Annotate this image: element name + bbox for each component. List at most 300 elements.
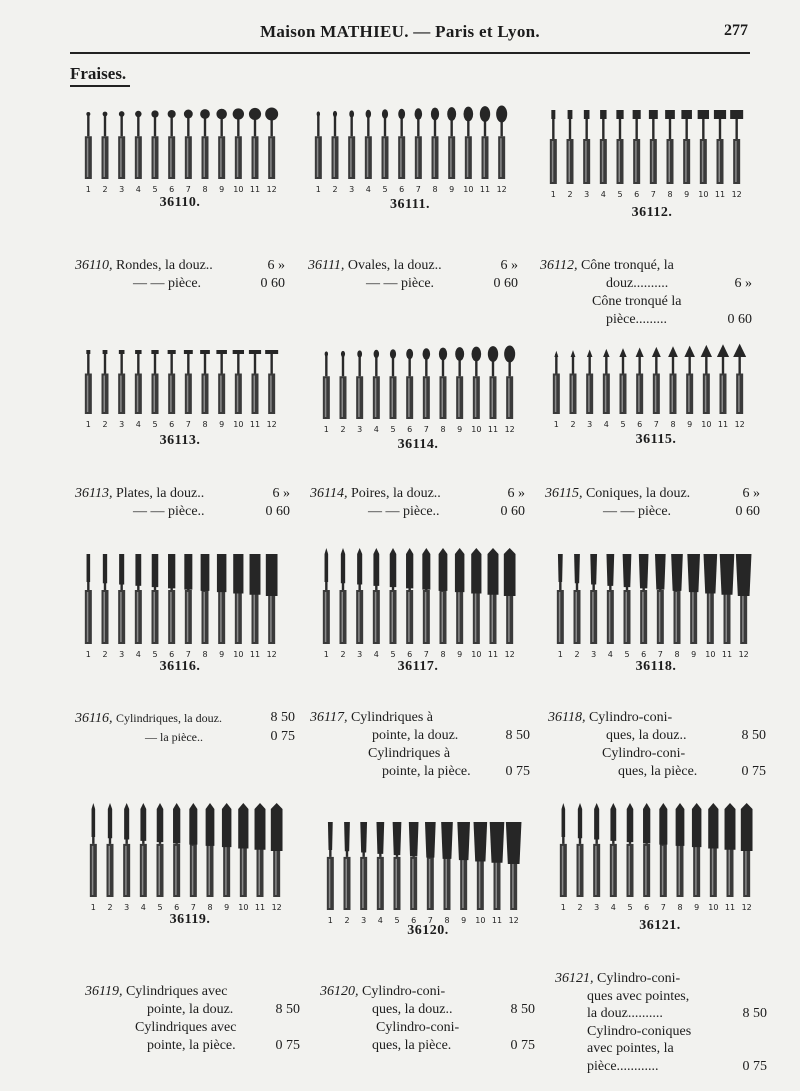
burr-size-number: 2 — [102, 185, 108, 194]
burr-size-number: 10 — [475, 916, 486, 925]
burr-tool — [216, 350, 227, 429]
burr-tool — [455, 347, 464, 434]
burr-tool — [356, 350, 363, 434]
burr-tool — [701, 345, 712, 429]
burr-size-number: 11 — [249, 185, 261, 194]
item-line: — la pièce.. — [145, 730, 203, 744]
burr-size-number: 8 — [440, 650, 446, 659]
burr-tool — [406, 349, 413, 434]
burr-size-number: 10 — [233, 185, 244, 194]
burr-illustration — [552, 540, 752, 660]
item-line: Cône tronqué, la — [580, 258, 674, 273]
burr-size-number: 9 — [687, 420, 693, 429]
item-line: Cylindro-coniques — [587, 1023, 692, 1039]
burr-size-number: 4 — [135, 185, 141, 194]
item-line: pointe, la douz. — [147, 1002, 234, 1017]
item-line: — — pièce. — [603, 504, 672, 519]
burr-size-number: 7 — [423, 425, 429, 434]
burr-tool — [265, 350, 278, 429]
burr-tool — [633, 110, 641, 199]
burr-size-number: 12 — [496, 185, 507, 194]
burr-tool — [553, 351, 560, 429]
burr-tool — [151, 110, 158, 194]
burr-size-number: 2 — [102, 650, 108, 659]
burr-tool — [168, 110, 176, 194]
burr-tool — [189, 803, 197, 912]
burr-tool — [583, 110, 590, 199]
burr-tool — [233, 350, 244, 429]
item-line: douz.......... — [606, 276, 669, 291]
burr-tool — [704, 554, 718, 659]
burr-tool — [671, 554, 683, 659]
burr-size-number: 6 — [407, 425, 413, 434]
item-line: Cylindro-coni- — [376, 1020, 460, 1035]
item-line: ques, la pièce. — [372, 1038, 452, 1053]
burr-tool — [102, 554, 109, 659]
burr-tool — [455, 548, 464, 659]
burr-tool — [687, 554, 700, 659]
item-line: Cylindro-coni- — [362, 984, 446, 999]
burr-size-number: 5 — [152, 185, 158, 194]
burr-size-number: 5 — [157, 903, 163, 912]
burr-tool — [606, 554, 614, 659]
burr-size-number: 9 — [219, 420, 225, 429]
item-line: pointe, la pièce. — [382, 764, 471, 779]
item-number: 36111, — [308, 258, 345, 273]
figure-36121 — [555, 795, 785, 913]
figure-36114 — [318, 340, 548, 435]
burr-size-number: 7 — [415, 185, 421, 194]
item-price: 8 50 — [742, 1006, 767, 1021]
burr-tool — [255, 803, 266, 912]
burr-tool — [340, 351, 347, 434]
burr-size-number: 3 — [349, 185, 355, 194]
burr-size-number: 11 — [717, 420, 729, 429]
item-price: 0 75 — [742, 1058, 767, 1074]
burr-size-number: 4 — [377, 916, 383, 925]
burr-tool — [184, 350, 193, 429]
burr-tool — [365, 110, 372, 194]
burr-tool — [698, 110, 709, 199]
item-line: la douz.......... — [587, 1006, 663, 1021]
burr-size-number: 5 — [390, 425, 396, 434]
burr-size-number: 7 — [185, 185, 191, 194]
burr-tool — [265, 108, 278, 195]
burr-size-number: 4 — [607, 650, 613, 659]
burr-size-number: 4 — [600, 190, 606, 199]
burr-tool — [323, 351, 330, 434]
header-rule — [70, 52, 750, 54]
burr-illustration — [545, 100, 745, 200]
burr-tool — [643, 803, 650, 912]
burr-size-number: 12 — [266, 185, 277, 194]
burr-tool — [90, 803, 97, 912]
figure-caption: 36114. — [397, 437, 439, 452]
burr-tool — [439, 548, 448, 659]
burr-tool — [373, 548, 380, 659]
burr-tool — [590, 554, 597, 659]
burr-tool — [118, 350, 125, 429]
item-36110 — [75, 257, 285, 293]
burr-size-number: 10 — [698, 190, 709, 199]
item-number: 36113, — [75, 486, 113, 501]
burr-size-number: 2 — [344, 916, 350, 925]
burr-size-number: 2 — [340, 650, 346, 659]
burr-tool — [725, 803, 736, 912]
item-price: 0 60 — [265, 504, 290, 519]
burr-illustration — [318, 540, 518, 660]
burr-tool — [655, 554, 666, 659]
burr-size-number: 1 — [90, 903, 96, 912]
burr-size-number: 10 — [238, 903, 249, 912]
burr-size-number: 2 — [577, 903, 583, 912]
item-price: 0 75 — [270, 729, 295, 744]
burr-tool — [332, 111, 339, 194]
burr-size-number: 11 — [721, 650, 733, 659]
burr-size-number: 11 — [714, 190, 726, 199]
burr-size-number: 3 — [119, 650, 125, 659]
burr-size-number: 10 — [471, 425, 482, 434]
burr-size-number: 7 — [185, 650, 191, 659]
burr-tool — [123, 803, 130, 912]
burr-tool — [610, 803, 617, 912]
burr-size-number: 6 — [399, 185, 405, 194]
item-line: Cylindriques, la douz. — [115, 711, 222, 725]
burr-tool — [271, 803, 283, 912]
item-number: 36119, — [85, 984, 123, 999]
item-number: 36117, — [310, 710, 348, 725]
burr-tool — [717, 344, 729, 429]
burr-size-number: 5 — [627, 903, 633, 912]
burr-tool — [238, 803, 248, 912]
item-36116 — [75, 709, 295, 746]
burr-tool — [570, 350, 577, 429]
burr-size-number: 6 — [634, 190, 640, 199]
burr-tool — [201, 554, 210, 659]
burr-tool — [441, 822, 453, 925]
burr-tool — [463, 107, 473, 194]
burr-tool — [649, 110, 658, 199]
figure-36117 — [318, 540, 548, 660]
item-number: 36110, — [75, 258, 113, 273]
burr-size-number: 12 — [734, 420, 745, 429]
burr-size-number: 2 — [107, 903, 113, 912]
burr-size-number: 9 — [457, 425, 463, 434]
burr-tool — [327, 822, 334, 925]
burr-tool — [373, 350, 380, 434]
burr-size-number: 11 — [249, 420, 261, 429]
burr-size-number: 7 — [427, 916, 433, 925]
burr-size-number: 4 — [610, 903, 616, 912]
burr-size-number: 12 — [504, 425, 515, 434]
burr-size-number: 1 — [85, 650, 91, 659]
burr-size-number: 1 — [323, 425, 329, 434]
burr-size-number: 11 — [724, 903, 736, 912]
item-line: Cylindro-coni- — [602, 746, 686, 761]
item-line: Cylindriques à — [350, 710, 434, 725]
burr-size-number: 4 — [373, 650, 379, 659]
item-price: 8 50 — [270, 710, 295, 725]
burr-tool — [665, 110, 675, 199]
burr-tool — [233, 554, 243, 659]
burr-tool — [431, 108, 439, 194]
burr-tool — [233, 108, 244, 194]
burr-tool — [623, 554, 632, 659]
burr-size-number: 5 — [624, 650, 630, 659]
burr-size-number: 7 — [423, 650, 429, 659]
figure-36116 — [80, 540, 310, 660]
burr-tool — [222, 803, 231, 912]
burr-tool — [168, 350, 176, 429]
burr-size-number: 9 — [224, 903, 230, 912]
item-price: 8 50 — [741, 728, 766, 743]
burr-size-number: 8 — [674, 650, 680, 659]
burr-tool — [730, 110, 743, 199]
burr-tool — [135, 350, 142, 429]
burr-tool — [398, 109, 405, 194]
figure-caption: 36119. — [169, 912, 211, 927]
burr-tool — [157, 803, 164, 912]
burr-tool — [151, 350, 158, 429]
burr-illustration — [80, 100, 280, 195]
figure-caption: 36116. — [159, 659, 201, 674]
burr-tool — [574, 554, 581, 659]
burr-size-number: 8 — [677, 903, 683, 912]
burr-tool — [480, 106, 490, 194]
burr-illustration — [85, 795, 285, 913]
item-line: pièce............ — [587, 1058, 659, 1074]
burr-size-number: 8 — [432, 185, 438, 194]
burr-size-number: 12 — [731, 190, 742, 199]
item-line: Cylindro-coni- — [588, 710, 673, 725]
burr-tool — [447, 107, 456, 194]
burr-tool — [184, 554, 192, 659]
burr-size-number: 12 — [741, 903, 752, 912]
burr-size-number: 4 — [603, 420, 609, 429]
burr-size-number: 1 — [550, 190, 556, 199]
burr-size-number: 5 — [390, 650, 396, 659]
burr-size-number: 9 — [457, 650, 463, 659]
burr-tool — [102, 112, 109, 194]
burr-tool — [266, 554, 278, 659]
item-price: 0 75 — [505, 764, 530, 779]
burr-tool — [496, 106, 507, 194]
burr-tool — [586, 349, 593, 429]
burr-tool — [390, 548, 397, 659]
figure-caption: 36121. — [639, 918, 681, 933]
section-title-underline — [70, 85, 130, 87]
burr-size-number: 10 — [708, 903, 719, 912]
burr-tool — [639, 554, 649, 659]
burr-tool — [85, 350, 92, 429]
burr-size-number: 6 — [174, 903, 180, 912]
burr-size-number: 11 — [487, 425, 499, 434]
burr-size-number: 10 — [701, 420, 712, 429]
burr-tool — [557, 554, 564, 659]
burr-size-number: 10 — [471, 650, 482, 659]
item-line: Cylindriques à — [368, 746, 451, 761]
burr-tool — [471, 548, 481, 659]
burr-illustration — [322, 808, 522, 926]
item-line: pointe, la douz. — [372, 728, 459, 743]
burr-size-number: 6 — [169, 650, 175, 659]
burr-size-number: 6 — [637, 420, 643, 429]
burr-size-number: 1 — [560, 903, 566, 912]
burr-tool — [382, 109, 389, 194]
item-line: ques, la pièce. — [618, 764, 698, 779]
burr-size-number: 8 — [202, 650, 208, 659]
burr-size-number: 7 — [650, 190, 656, 199]
item-price: 6 » — [507, 486, 525, 501]
burr-tool — [184, 110, 193, 194]
burr-tool — [323, 548, 330, 659]
burr-tool — [206, 803, 215, 912]
item-line: pièce......... — [606, 312, 668, 327]
burr-size-number: 2 — [574, 650, 580, 659]
burr-tool — [249, 350, 261, 429]
burr-tool — [85, 554, 92, 659]
burr-tool — [173, 803, 180, 912]
burr-size-number: 3 — [119, 420, 125, 429]
item-line: Cylindriques avec — [125, 984, 228, 999]
burr-size-number: 3 — [587, 420, 593, 429]
item-number: 36115, — [545, 486, 583, 501]
burr-tool — [118, 111, 125, 194]
item-line: pointe, la pièce. — [147, 1038, 236, 1053]
item-number: 36120, — [320, 984, 359, 999]
item-line: Ovales, la douz.. — [347, 258, 442, 273]
item-number: 36118, — [548, 710, 586, 725]
item-price: 8 50 — [505, 728, 530, 743]
burr-tool — [714, 110, 726, 199]
burr-illustration — [555, 795, 755, 913]
burr-tool — [200, 109, 210, 194]
item-line: — — pièce. — [133, 276, 202, 291]
item-36119 — [85, 983, 300, 1055]
burr-size-number: 3 — [361, 916, 367, 925]
burr-size-number: 11 — [249, 650, 261, 659]
burr-tool — [560, 803, 567, 912]
figure-caption: 36118. — [635, 659, 677, 674]
figure-36112 — [545, 100, 775, 200]
burr-tool — [409, 822, 419, 925]
burr-tool — [135, 111, 142, 194]
burr-tool — [506, 822, 522, 925]
burr-tool — [668, 346, 678, 429]
figure-36113 — [80, 340, 310, 430]
burr-tool — [457, 822, 470, 925]
burr-tool — [577, 803, 584, 912]
item-line: ques, la douz.. — [372, 1002, 453, 1017]
burr-size-number: 3 — [119, 185, 125, 194]
burr-size-number: 4 — [140, 903, 146, 912]
item-price: 0 60 — [260, 276, 285, 291]
burr-tool — [200, 350, 210, 429]
burr-size-number: 6 — [411, 916, 417, 925]
page-number: 277 — [724, 22, 748, 39]
burr-size-number: 9 — [449, 185, 455, 194]
burr-size-number: 3 — [357, 425, 363, 434]
burr-tool — [600, 110, 607, 199]
burr-tool — [107, 803, 114, 912]
item-number: 36121, — [555, 971, 594, 986]
burr-size-number: 9 — [461, 916, 467, 925]
burr-size-number: 8 — [202, 420, 208, 429]
figure-caption: 36111. — [390, 197, 430, 212]
burr-tool — [593, 803, 600, 912]
item-line: ques avec pointes, — [587, 988, 690, 1004]
burr-tool — [488, 346, 498, 434]
burr-size-number: 9 — [219, 650, 225, 659]
burr-size-number: 6 — [641, 650, 647, 659]
item-price: 0 60 — [493, 276, 518, 291]
burr-size-number: 2 — [340, 425, 346, 434]
item-36121 — [555, 970, 767, 1075]
item-line: Rondes, la douz.. — [115, 258, 213, 273]
burr-tool — [360, 822, 367, 925]
burr-size-number: 6 — [407, 650, 413, 659]
burr-size-number: 12 — [271, 903, 282, 912]
burr-tool — [692, 803, 701, 912]
burr-size-number: 3 — [591, 650, 597, 659]
item-price: 0 75 — [741, 764, 766, 779]
burr-size-number: 6 — [644, 903, 650, 912]
item-price: 0 75 — [510, 1038, 535, 1053]
burr-size-number: 6 — [169, 185, 175, 194]
burr-illustration — [80, 540, 280, 660]
burr-size-number: 1 — [327, 916, 333, 925]
burr-tool — [627, 803, 634, 912]
figure-caption: 36112. — [631, 205, 673, 220]
burr-tool — [733, 344, 746, 429]
item-line: Cône tronqué la — [592, 294, 682, 309]
burr-size-number: 3 — [357, 650, 363, 659]
burr-tool — [250, 554, 261, 659]
figure-caption: 36117. — [397, 659, 439, 674]
burr-size-number: 5 — [394, 916, 400, 925]
burr-size-number: 9 — [694, 903, 700, 912]
burr-size-number: 8 — [667, 190, 673, 199]
burr-size-number: 10 — [233, 420, 244, 429]
burr-size-number: 1 — [323, 650, 329, 659]
burr-size-number: 1 — [85, 420, 91, 429]
burr-size-number: 1 — [557, 650, 563, 659]
figure-caption: 36120. — [407, 923, 449, 938]
item-36118 — [548, 709, 766, 781]
section-title: Fraises. — [70, 64, 127, 83]
burr-size-number: 2 — [567, 190, 573, 199]
burr-tool — [471, 347, 481, 434]
burr-tool — [681, 110, 692, 199]
burr-tool — [684, 346, 695, 429]
item-36115 — [545, 485, 760, 521]
item-line: Cylindro-coni- — [597, 971, 681, 986]
burr-size-number: 11 — [254, 903, 266, 912]
figure-36115 — [548, 340, 778, 430]
item-price: 6 » — [500, 258, 518, 273]
burr-size-number: 6 — [169, 420, 175, 429]
item-price: 6 » — [734, 276, 752, 291]
burr-size-number: 11 — [487, 650, 499, 659]
item-line: Poires, la douz.. — [350, 486, 441, 501]
burr-size-number: 4 — [135, 420, 141, 429]
burr-tool — [217, 554, 226, 659]
burr-tool — [567, 110, 574, 199]
burr-tool — [720, 554, 735, 659]
item-36120 — [320, 983, 535, 1055]
burr-size-number: 4 — [373, 425, 379, 434]
item-line: ques, la douz.. — [606, 728, 687, 743]
